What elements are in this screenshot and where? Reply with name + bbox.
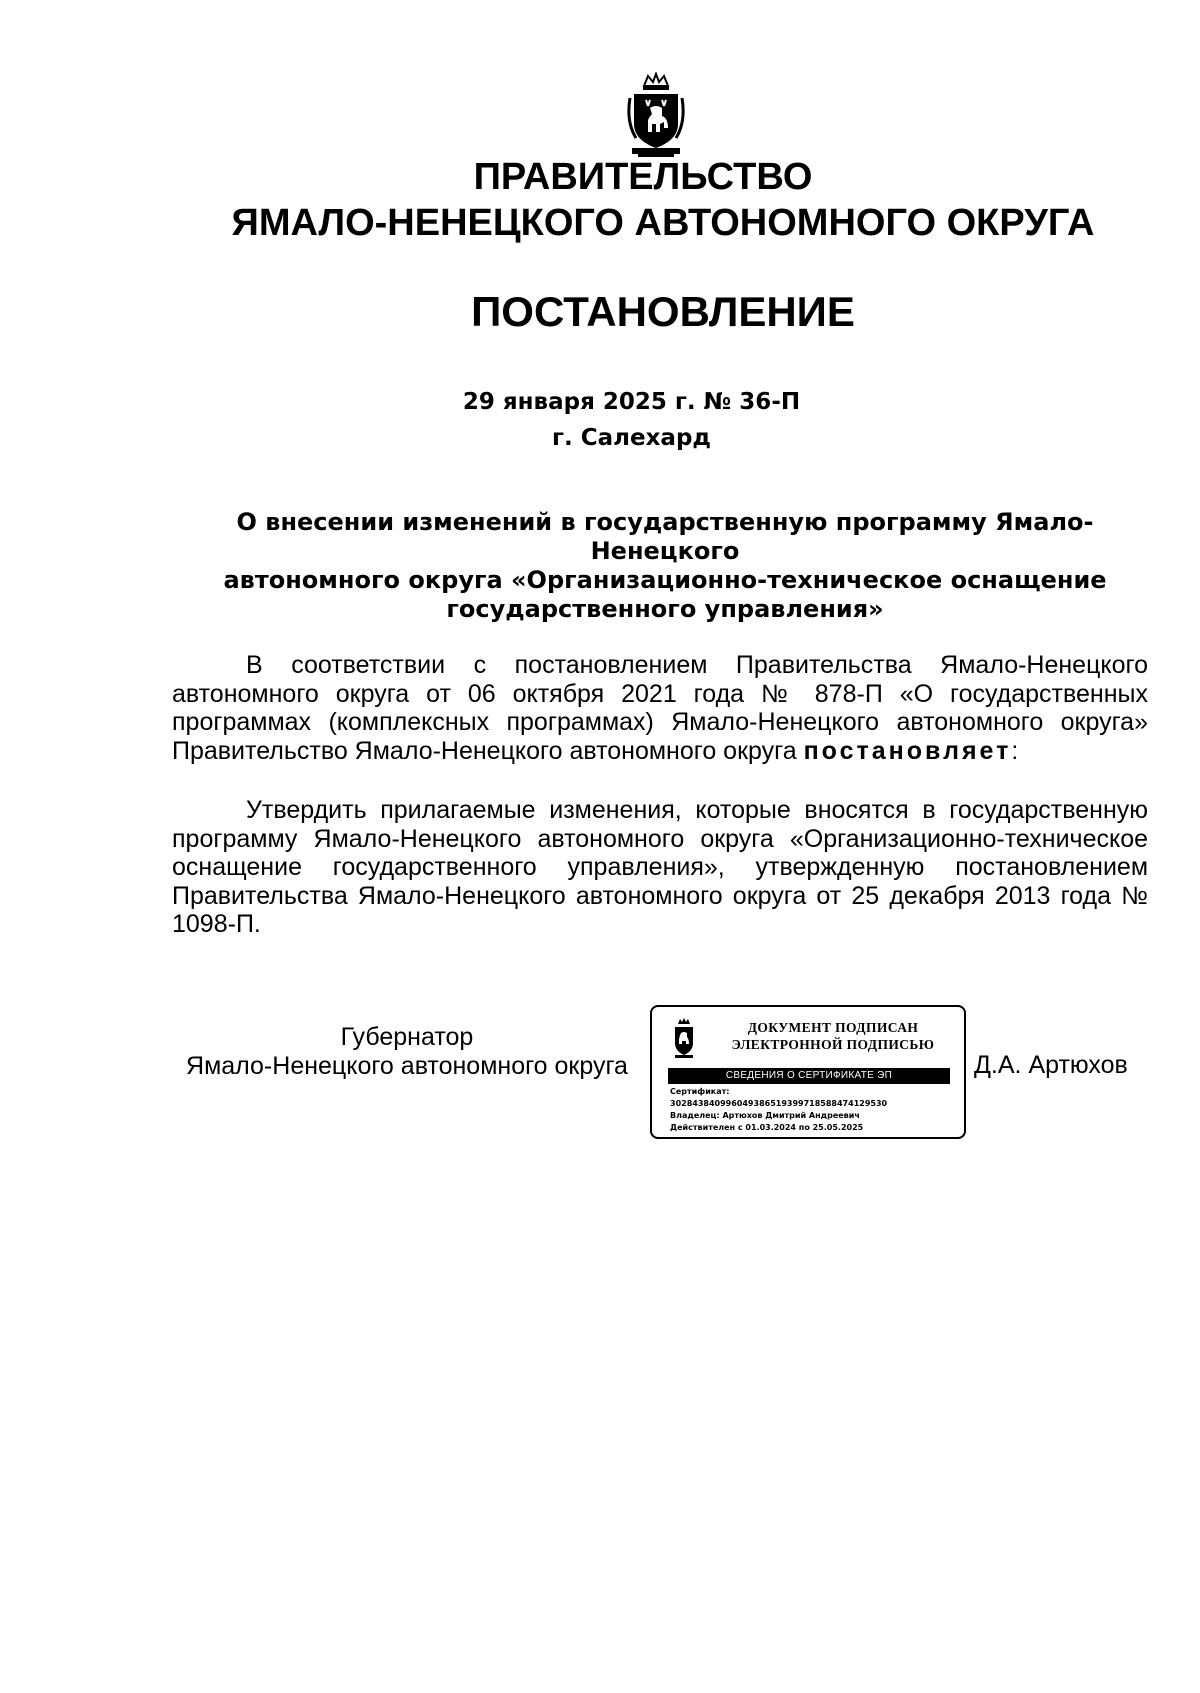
resolution-keyword: постановляет [803, 736, 1012, 765]
stamp-heading-line1: ДОКУМЕНТ ПОДПИСАН [747, 1020, 919, 1035]
stamp-coat-of-arms-icon [672, 1017, 696, 1059]
preamble-end: : [1011, 736, 1019, 765]
document-date-number: 29 января 2025 г. № 36-П [462, 389, 801, 415]
document-title [170, 508, 1160, 624]
coat-of-arms-icon [624, 72, 688, 158]
stamp-certificate-number: 302843840996049386519399718588474129530 [670, 1099, 888, 1108]
signatory-position [172, 1023, 642, 1081]
stamp-certificate-bar: СВЕДЕНИЯ О СЕРТИФИКАТЕ ЭП [668, 1068, 950, 1084]
preamble-paragraph [172, 651, 1148, 765]
signatory-name: Д.А. Артюхов [974, 1051, 1128, 1079]
government-name-line2: ЯМАЛО-НЕНЕЦКОГО АВТОНОМНОГО ОКРУГА [231, 202, 1095, 244]
document-title-line: государственного управления» [446, 595, 884, 623]
stamp-heading-line2: ЭЛЕКТРОННОЙ ПОДПИСЬЮ [731, 1037, 935, 1052]
stamp-certificate-label: Сертификат: [670, 1087, 730, 1096]
signatory-region: Ямало-Ненецкого автономного округа [186, 1052, 628, 1080]
document-title-line: О внесении изменений в государственную программу Ямало-Ненецкого [236, 508, 1094, 565]
document-type: ПОСТАНОВЛЕНИЕ [471, 288, 855, 335]
document-title-line: автономного округа «Организационно-техническое оснащение [223, 566, 1107, 594]
electronic-signature-stamp [650, 1005, 966, 1139]
stamp-validity: Действителен с 01.03.2024 по 25.05.2025 [670, 1123, 864, 1132]
operative-paragraph: Утвердить прилагаемые изменения, которые вносятся в государственную программу Ямало-Ненецкого автономного округа «Организационно-техническое оснащение государственного управления», утвержденную постановлением Правительства Ямало-Ненецкого автономного округа от 25 декабря 2013 года № 1098-П. [172, 796, 1148, 938]
stamp-heading [714, 1019, 952, 1053]
preamble-text: В соответствии с постановлением Правительства Ямало-Ненецкого автономного округа от 06 октября 2021 года № 878-П «О государственных программах (комплексных программах) Ямало-Ненецкого автономного округа» Правительство Ямало-Ненецкого автономного округа [172, 651, 1148, 765]
stamp-owner: Владелец: Артюхов Дмитрий Андреевич [670, 1111, 860, 1120]
signatory-title: Губернатор [340, 1023, 474, 1051]
government-name-line1: ПРАВИТЕЛЬСТВО [473, 156, 813, 198]
document-city: г. Салехард [551, 425, 711, 451]
